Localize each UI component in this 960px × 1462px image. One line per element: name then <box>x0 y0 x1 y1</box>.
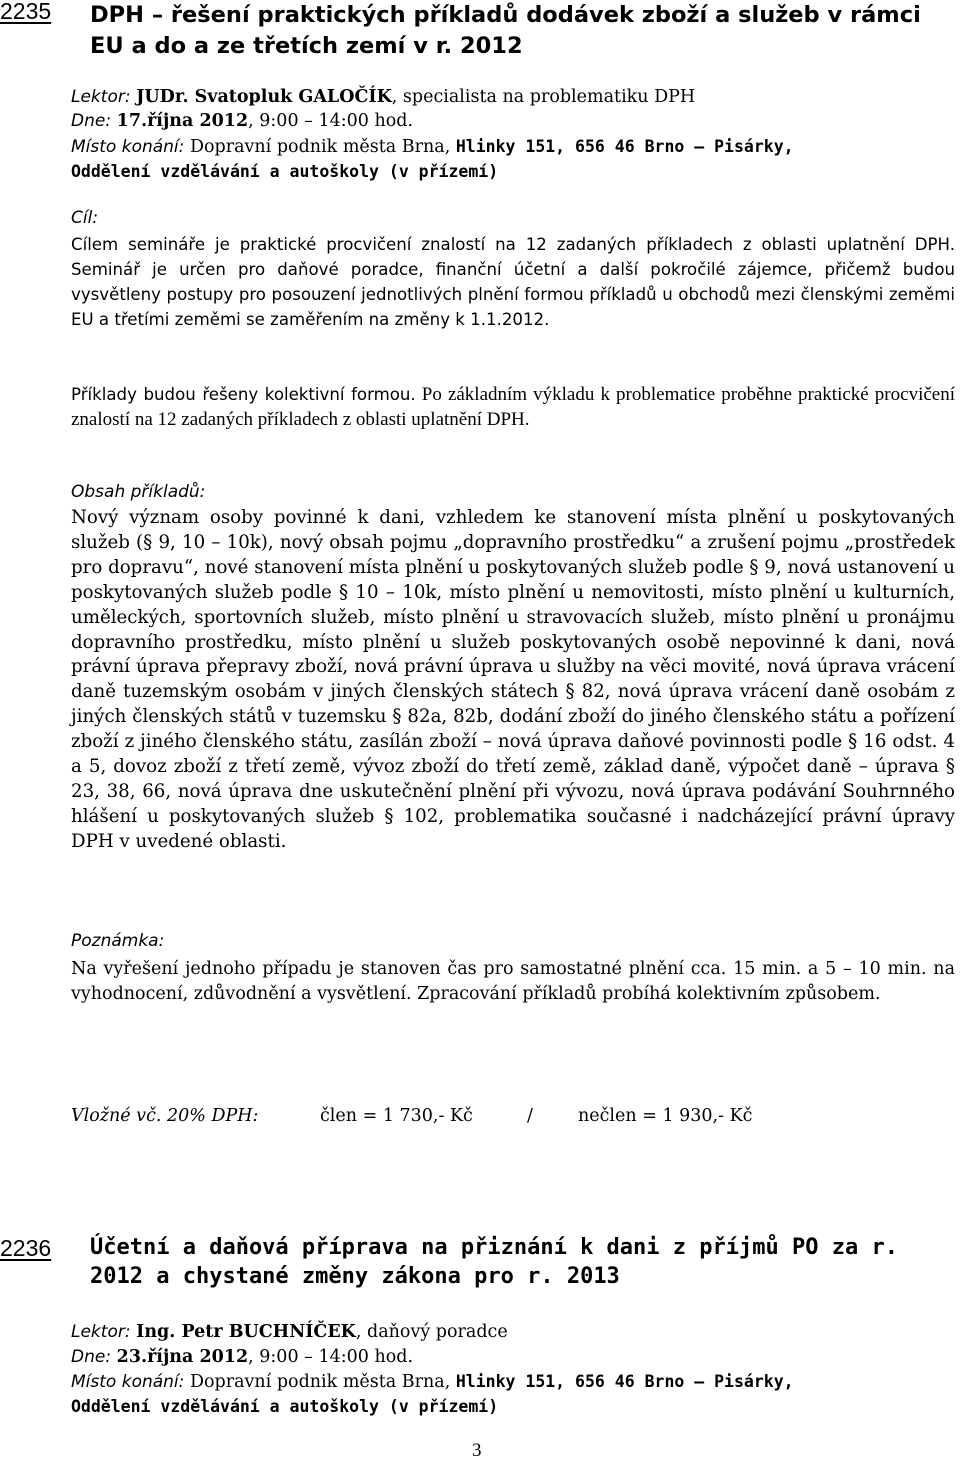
venue-department: Oddělení vzdělávání a autoškoly (v přízemí) <box>71 162 499 181</box>
method-text <box>71 383 955 433</box>
date-value: 17.října 2012 <box>116 111 249 131</box>
lecturer-role: , specialista na problematiku DPH <box>391 87 696 107</box>
venue-department: Oddělení vzdělávání a autoškoly (v přízemí) <box>71 1397 499 1416</box>
course-number: 2235 <box>0 0 52 24</box>
time-value: , 9:00 – 14:00 hod. <box>248 111 414 131</box>
date-label: Dne: <box>71 1347 112 1367</box>
course-title: DPH – řešení praktických příkladů dodávek zboží a služeb v rámci EU a do a ze třetích zemí v r. 2012 <box>90 2 921 59</box>
lecturer-line <box>71 85 695 110</box>
page-number: 3 <box>472 1440 482 1461</box>
method-text-a: Příklady budou řešeny kolektivní formou. <box>71 385 416 404</box>
content-heading: Obsah příkladů: <box>71 482 206 502</box>
course-title: Účetní a daňová příprava na přiznání k dani z příjmů PO za r. 2012 a chystané změny zákona pro r. 2013 <box>90 1235 898 1289</box>
lecturer-label: Lektor: <box>71 1322 131 1342</box>
time-value: , 9:00 – 14:00 hod. <box>248 1347 414 1367</box>
goal-heading: Cíl: <box>71 208 99 228</box>
lecturer-name: Ing. Petr BUCHNÍČEK <box>136 1322 356 1342</box>
venue-label: Místo konání: <box>71 137 185 157</box>
venue-line <box>71 1369 794 1395</box>
lecturer-label: Lektor: <box>71 87 131 107</box>
method-text-b: Po základním výkladu k problematice proběhne praktické procvičení znalostí na 12 zadaných příkladech z oblasti uplatnění DPH. <box>71 384 955 430</box>
venue-address: Hlinky 151, 656 46 Brno – Pisárky, <box>455 1372 794 1391</box>
date-label: Dne: <box>71 111 112 131</box>
fee-member: člen = 1 730,- Kč <box>320 1106 473 1126</box>
venue-org: Dopravní podnik města Brna, <box>184 1372 456 1392</box>
date-line <box>71 109 413 134</box>
note-heading: Poznámka: <box>71 931 165 951</box>
venue-org: Dopravní podnik města Brna, <box>184 137 456 157</box>
fee-nonmember: nečlen = 1 930,- Kč <box>578 1106 753 1126</box>
venue-label: Místo konání: <box>71 1372 185 1392</box>
lecturer-name: JUDr. Svatopluk GALOČÍK <box>136 87 392 107</box>
lecturer-line <box>71 1320 508 1345</box>
venue-line <box>71 134 794 160</box>
lecturer-role: , daňový poradce <box>355 1322 508 1342</box>
content-text: Nový význam osoby povinné k dani, vzhledem ke stanovení místa plnění u poskytovaných služeb (§ 9, 10 – 10k), nový obsah pojmu „dopravního prostředku“ a zrušení pojmu „prostředek pro dopravu“, nové stanovení místa plnění u poskytovaných služeb podle § 9, nová ustanovení u poskytovaných služeb podle § 10 – 10k, místo plnění u nemovitosti, místo plnění u kulturních, uměleckých, sportovních služeb, místo plnění u stravovacích služeb, místo plnění u pronájmu dopravního prostředku, místo plnění u služeb poskytovaných osobě nepovinné k dani, nová právní úprava přepravy zboží, nová právní úprava u služby na věci movité, nová úprava vrácení daně tuzemským osobám v jiných členských státech § 82, nová úprava vrácení daně osobám z jiných členských států v tuzemsku § 82a, 82b, dodání zboží do jiného členského státu a pořízení zboží z jiného členského státu, zasílán zboží – nová úprava daňové povinnosti podle § 16 odst. 4 a 5, dovoz zboží z třetí země, vývoz zboží do třetí země, základ daně, výpočet daně – úprava § 23, 38, 66, nová úprava dne uskutečnění plnění při vývozu, nová úprava podávání Souhrnného hlášení u poskytovaných služeb § 102, problematika současné i nadcházející právní úpravy DPH v uvedené oblasti. <box>71 507 955 852</box>
fee-separator: / <box>527 1106 533 1126</box>
goal-text: Cílem semináře je praktické procvičení znalostí na 12 zadaných příkladech z oblasti uplatnění DPH. Seminář je určen pro daňové poradce, finanční účetní a další pokročilé zájemce, přičemž budou vysvětleny postupy pro posouzení jednotlivých plnění formou příkladů u obchodů mezi členskými zeměmi EU a třetími zeměmi se zaměřením na změny k 1.1.2012. <box>71 235 955 329</box>
course-number: 2236 <box>0 1235 52 1261</box>
venue-address: Hlinky 151, 656 46 Brno – Pisárky, <box>455 137 794 156</box>
date-line <box>71 1345 413 1370</box>
fee-label: Vložné vč. 20% DPH: <box>71 1106 259 1126</box>
note-text: Na vyřešení jednoho případu je stanoven čas pro samostatné plnění cca. 15 min. a 5 – 10 min. na vyhodnocení, zdůvodnění a vysvětlení. Zpracování příkladů probíhá kolektivním způsobem. <box>71 959 955 1004</box>
date-value: 23.října 2012 <box>116 1347 249 1367</box>
